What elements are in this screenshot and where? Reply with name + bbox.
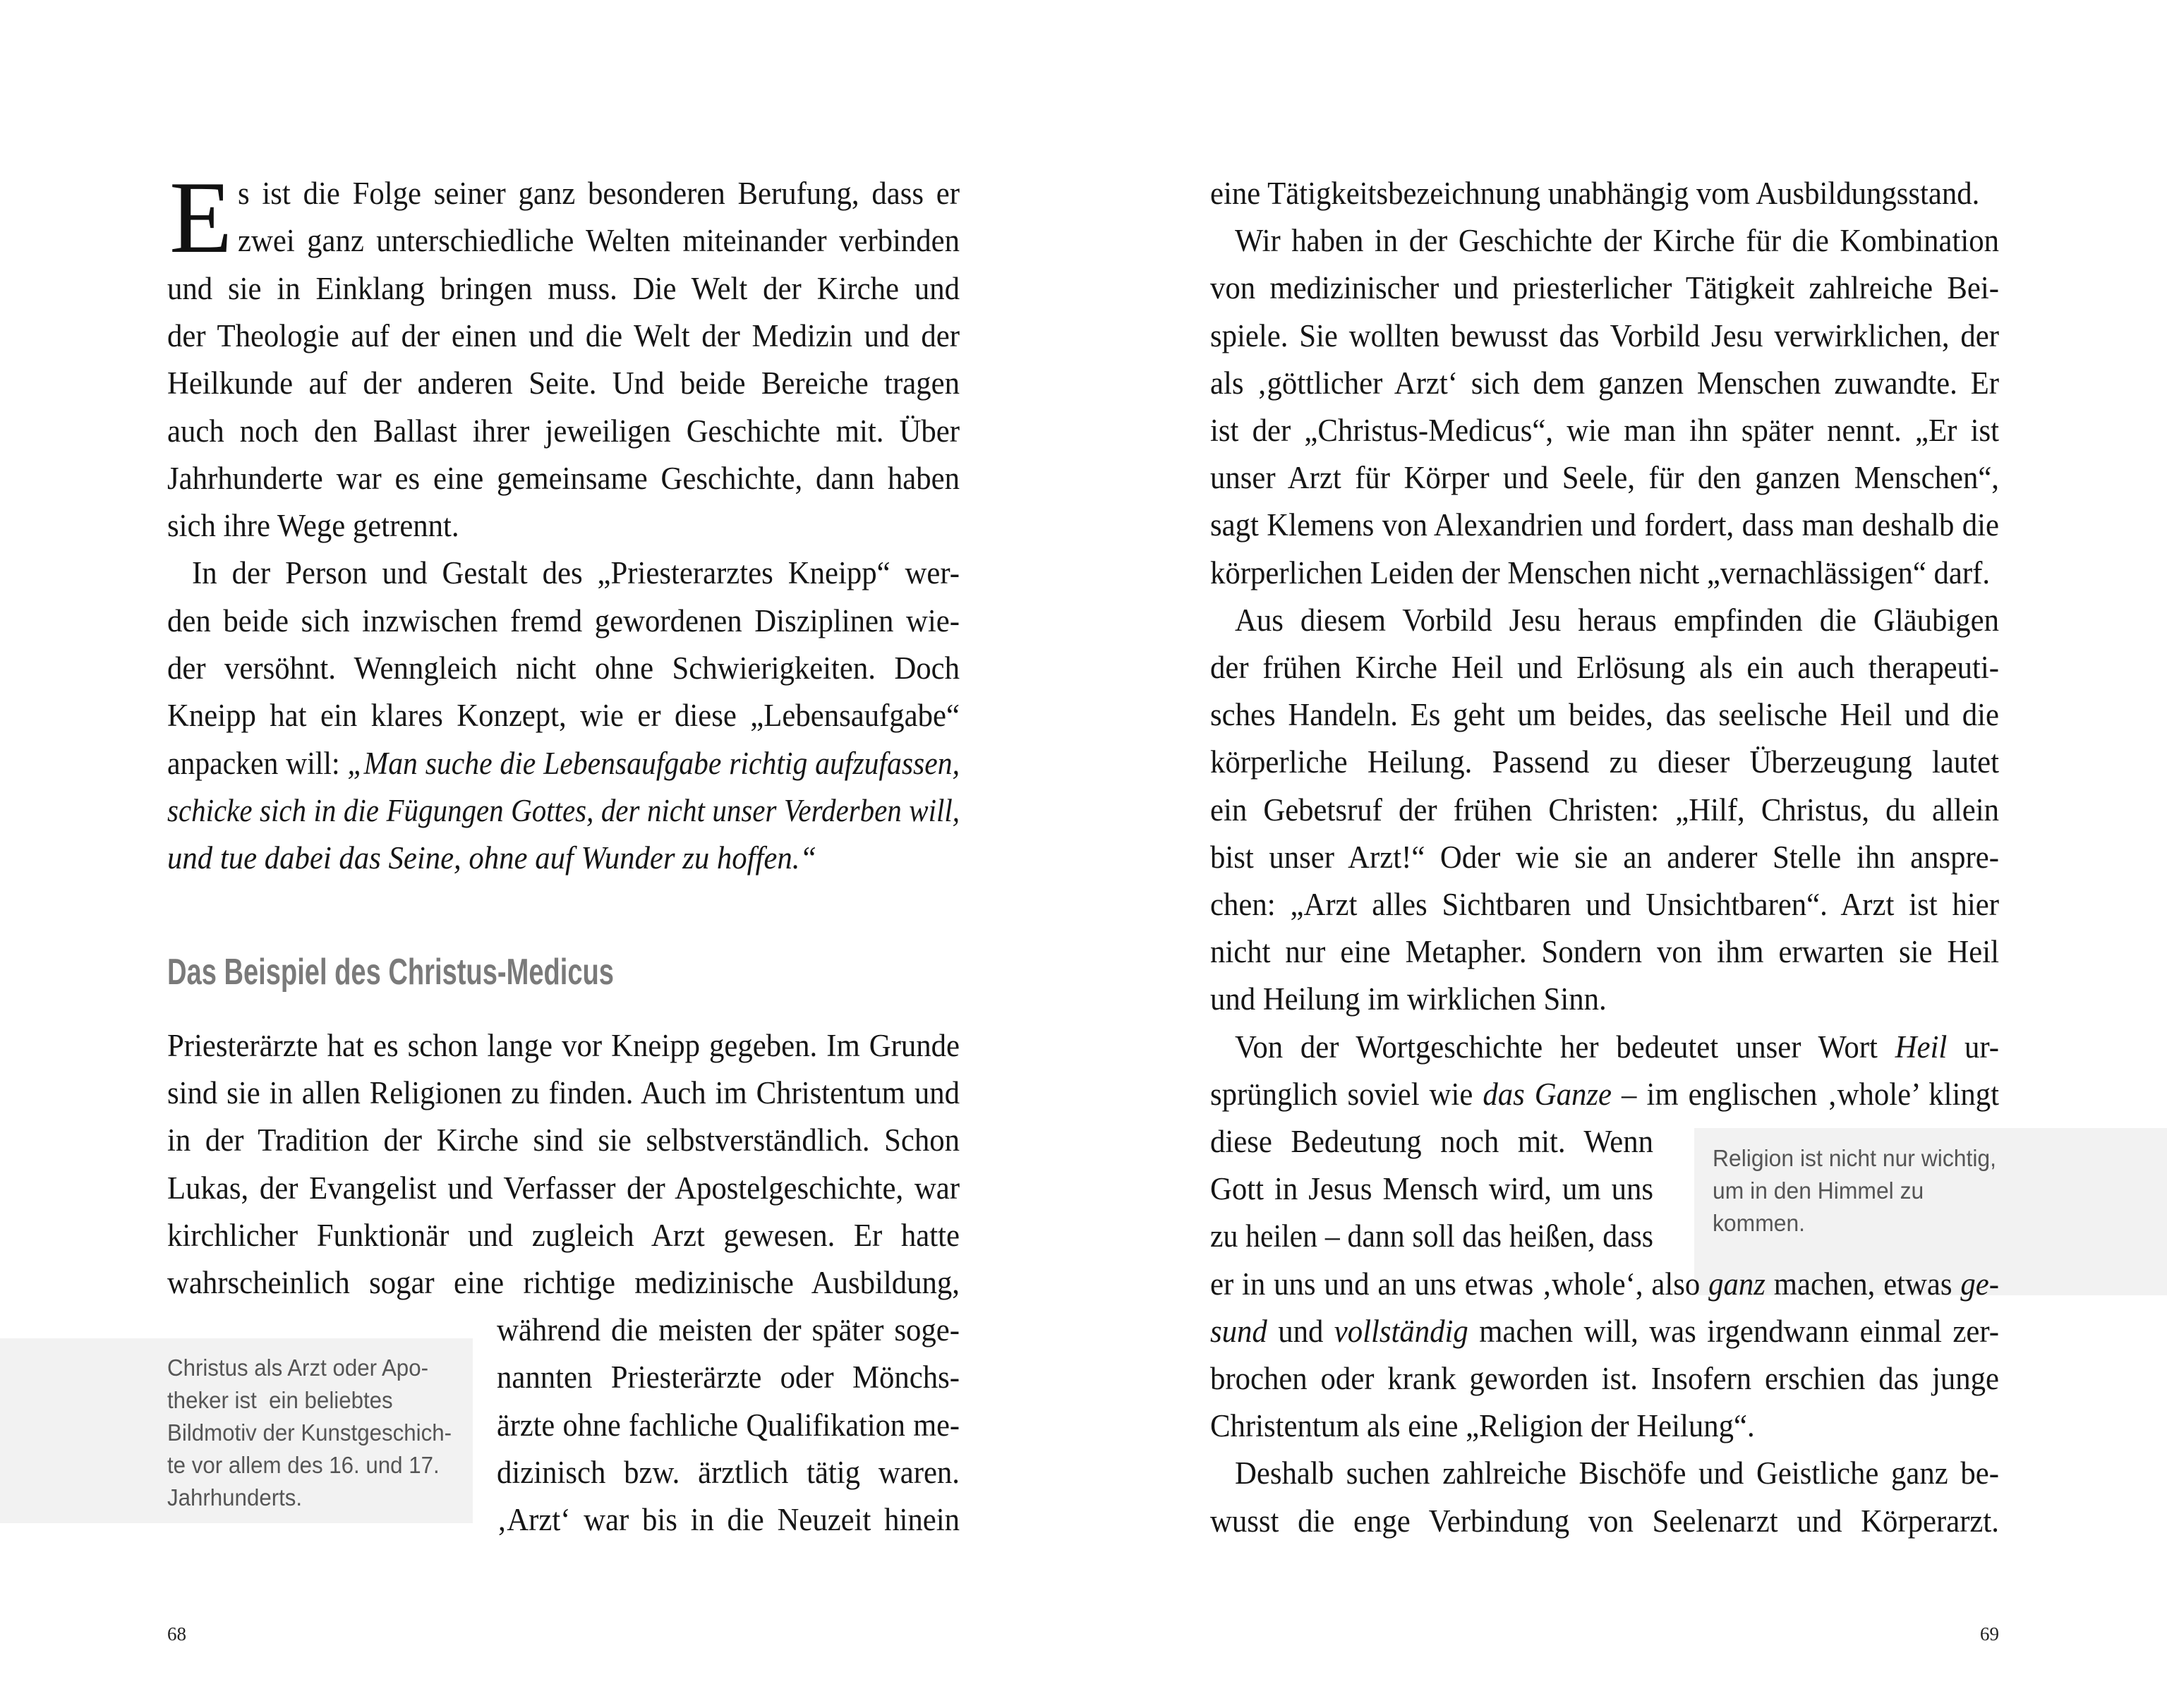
text-segment: Jahrhunderte war es eine gemeinsame Geschichte, dann haben bbox=[167, 461, 960, 496]
italic-text: das Ganze bbox=[1483, 1077, 1612, 1112]
line-text bbox=[1235, 1024, 1999, 1071]
text-segment: Priesterärzte hat es schon lange vor Kneipp gegeben. Im Grunde bbox=[167, 1028, 960, 1063]
italic-text: schicke sich in die Fügungen Gottes, der nicht unser Verderben will, bbox=[167, 793, 960, 828]
text-segment: ein Gebetsruf der frühen Christen: „Hilf, Christus, du allein bbox=[1210, 792, 1999, 828]
text-line bbox=[167, 360, 1001, 407]
line-text bbox=[1210, 1165, 1653, 1213]
text-segment: – im englischen ‚whole’ klingt bbox=[1612, 1077, 1999, 1112]
text-segment: und sie in Einklang bringen muss. Die Welt der Kirche und bbox=[167, 271, 960, 306]
text-line bbox=[167, 265, 1001, 313]
text-segment: nicht nur eine Metapher. Sondern von ihm erwarten sie Heil bbox=[1210, 934, 1999, 969]
text-line bbox=[1210, 1118, 1677, 1165]
line-text bbox=[1210, 928, 1999, 976]
text-line bbox=[497, 1449, 984, 1496]
margin-note-line: te vor allem des 16. und 17. bbox=[167, 1452, 440, 1478]
line-text bbox=[1210, 644, 1999, 691]
text-line bbox=[238, 217, 998, 265]
text-line bbox=[192, 550, 1000, 597]
line-text bbox=[1210, 976, 1607, 1023]
line-text bbox=[497, 1496, 960, 1544]
text-segment: und bbox=[1267, 1314, 1334, 1349]
text-segment: In der Person und Gestalt des „Priesterarztes Kneipp“ wer- bbox=[192, 555, 960, 590]
line-text bbox=[167, 598, 960, 645]
text-segment: sich ihre Wege getrennt. bbox=[167, 508, 459, 543]
text-line bbox=[1210, 170, 2020, 217]
line-text bbox=[1235, 1450, 1999, 1497]
text-segment: wusst die enge Verbindung von Seelenarzt und Körperarzt. bbox=[1210, 1503, 1999, 1539]
text-segment: brochen oder krank geworden ist. Insofern erschien das junge bbox=[1210, 1361, 1999, 1396]
italic-text: vollständig bbox=[1334, 1314, 1468, 1349]
line-text bbox=[1210, 1071, 1999, 1118]
text-segment: als ‚göttlicher Arzt‘ sich dem ganzen Menschen zuwandte. Er bbox=[1210, 365, 1999, 401]
line-text bbox=[167, 1165, 960, 1212]
line-text bbox=[1210, 787, 1999, 834]
line-text bbox=[497, 1354, 960, 1401]
text-line bbox=[1210, 550, 2031, 597]
text-line bbox=[167, 502, 474, 550]
line-text bbox=[497, 1449, 960, 1496]
line-text bbox=[1210, 1355, 1999, 1403]
line-text bbox=[1235, 217, 1999, 265]
line-text bbox=[167, 1117, 960, 1164]
text-segment: ‚Arzt‘ war bis in die Neuzeit hinein bbox=[497, 1502, 960, 1537]
line-text bbox=[167, 1022, 960, 1070]
line-text bbox=[1210, 502, 1999, 549]
text-segment: Deshalb suchen zahlreiche Bischöfe und Geistliche ganz be- bbox=[1235, 1455, 1999, 1491]
text-line bbox=[1210, 787, 2041, 834]
text-line bbox=[1210, 313, 2041, 360]
text-segment: Von der Wortgeschichte her bedeutet unser Wort bbox=[1235, 1029, 1895, 1065]
text-segment: der frühen Kirche Heil und Erlösung als ein auch therapeuti- bbox=[1210, 650, 1999, 685]
text-segment: diese Bedeutung noch mit. Wenn bbox=[1210, 1124, 1653, 1159]
text-segment: sind sie in allen Religionen zu finden. Auch im Christentum und bbox=[167, 1075, 960, 1110]
text-line bbox=[1210, 502, 2041, 549]
text-line bbox=[1210, 928, 2041, 976]
text-segment: s ist die Folge seiner ganz besonderen Berufung, dass er bbox=[238, 176, 960, 211]
text-segment: und Heilung im wirklichen Sinn. bbox=[1210, 981, 1607, 1017]
text-line bbox=[1210, 360, 2041, 407]
text-line bbox=[167, 692, 1001, 739]
text-line bbox=[1210, 739, 2041, 786]
text-segment: Gott in Jesus Mensch wird, um uns bbox=[1210, 1171, 1653, 1206]
text-segment: bist unser Arzt!“ Oder wie sie an anderer Stelle ihn anspre- bbox=[1210, 840, 1999, 875]
text-segment: kirchlicher Funktionär und zugleich Arzt gewesen. Er hatte bbox=[167, 1218, 960, 1253]
text-line bbox=[1210, 1071, 2041, 1118]
text-line bbox=[167, 1165, 1001, 1212]
margin-note-line: Jahrhunderts. bbox=[167, 1484, 303, 1510]
text-segment: ur- bbox=[1947, 1029, 1999, 1065]
text-segment: körperliche Heilung. Passend zu dieser Überzeugung lautet bbox=[1210, 744, 1999, 780]
italic-text: und tue dabei das Seine, ohne auf Wunder zu hoffen.“ bbox=[167, 840, 817, 876]
line-text bbox=[238, 217, 960, 265]
line-text bbox=[1210, 407, 1999, 454]
text-line bbox=[1210, 1213, 1689, 1260]
line-text bbox=[1210, 360, 1999, 407]
text-segment: eine Tätigkeitsbezeichnung unabhängig vom Ausbildungsstand. bbox=[1210, 176, 1980, 211]
text-line bbox=[167, 313, 1001, 360]
text-segment: er in uns und an uns etwas ‚whole‘, also bbox=[1210, 1266, 1709, 1302]
text-line bbox=[1210, 691, 2041, 739]
page-number-right: 69 bbox=[1980, 1623, 1999, 1645]
line-text bbox=[1210, 550, 1990, 597]
line-text bbox=[1210, 1403, 1755, 1450]
text-line bbox=[1210, 1165, 1677, 1213]
text-line bbox=[1210, 407, 2041, 454]
line-text bbox=[167, 740, 960, 787]
text-line bbox=[1210, 1261, 2041, 1308]
italic-text: sund bbox=[1210, 1314, 1267, 1349]
text-segment: Aus diesem Vorbild Jesu heraus empfinden die Gläubigen bbox=[1235, 602, 1999, 638]
line-text bbox=[167, 692, 960, 739]
text-line bbox=[497, 1496, 984, 1544]
text-line bbox=[1210, 1498, 2041, 1545]
text-line bbox=[497, 1307, 984, 1354]
text-segment: zwei ganz unterschiedliche Welten miteinander verbinden bbox=[238, 223, 960, 258]
line-text bbox=[1210, 170, 1979, 217]
text-segment: nannten Priesterärzte oder Mönchs- bbox=[497, 1359, 960, 1395]
line-text bbox=[167, 408, 960, 455]
line-text bbox=[167, 645, 960, 692]
text-line bbox=[167, 1022, 1001, 1070]
line-text bbox=[1210, 1308, 1999, 1355]
text-segment: zu heilen – dann soll das heißen, dass bbox=[1210, 1218, 1653, 1254]
text-line bbox=[167, 455, 1001, 502]
line-text bbox=[497, 1307, 960, 1354]
text-segment: sagt Klemens von Alexandrien und fordert, dass man deshalb die bbox=[1210, 507, 1999, 543]
margin-note-line: Bildmotiv der Kunstgeschich- bbox=[167, 1419, 452, 1446]
line-text bbox=[1210, 1213, 1653, 1260]
text-line bbox=[1210, 644, 2041, 691]
text-line bbox=[167, 835, 851, 882]
text-line bbox=[167, 740, 1023, 787]
text-line bbox=[167, 1259, 1001, 1307]
drop-cap: E bbox=[169, 160, 233, 274]
line-text bbox=[1210, 1498, 1999, 1545]
page-number-left: 68 bbox=[167, 1623, 186, 1645]
text-segment: auch noch den Ballast ihrer jeweiligen Geschichte mit. Über bbox=[167, 413, 960, 449]
text-line bbox=[1210, 265, 2041, 312]
line-text bbox=[1210, 691, 1999, 739]
line-text bbox=[238, 170, 960, 217]
text-line bbox=[167, 598, 1001, 645]
margin-note-line: Religion ist nicht nur wichtig, bbox=[1713, 1145, 1996, 1171]
text-line bbox=[167, 1070, 1001, 1117]
line-text bbox=[167, 787, 960, 835]
text-line bbox=[1210, 1308, 2041, 1355]
line-text bbox=[167, 1070, 960, 1117]
text-segment: chen: „Arzt alles Sichtbaren und Unsichtbaren“. Arzt ist hier bbox=[1210, 887, 1999, 922]
italic-text: ganz bbox=[1708, 1266, 1765, 1302]
text-line bbox=[1210, 1355, 2041, 1403]
line-text bbox=[167, 265, 960, 313]
line-text bbox=[1210, 265, 1999, 312]
text-segment: der versöhnt. Wenngleich nicht ohne Schwierigkeiten. Doch bbox=[167, 650, 960, 686]
text-line bbox=[1235, 597, 2039, 644]
text-line bbox=[1210, 834, 2041, 881]
text-line bbox=[167, 645, 1001, 692]
text-line bbox=[1210, 454, 2041, 502]
line-text bbox=[167, 502, 459, 550]
line-text bbox=[167, 455, 960, 502]
text-segment: Heilkunde auf der anderen Seite. Und beide Bereiche tragen bbox=[167, 365, 960, 401]
text-segment: Lukas, der Evangelist und Verfasser der Apostelgeschichte, war bbox=[167, 1170, 960, 1206]
text-segment: spiele. Sie wollten bewusst das Vorbild Jesu verwirklichen, der bbox=[1210, 318, 1999, 353]
line-text bbox=[167, 1259, 960, 1307]
line-text bbox=[1210, 739, 1999, 786]
text-line bbox=[1235, 217, 2039, 265]
text-segment: den beide sich inzwischen fremd gewordenen Disziplinen wie- bbox=[167, 603, 960, 638]
text-line bbox=[238, 170, 998, 217]
text-segment: machen will, was irgendwann einmal zer- bbox=[1468, 1314, 1999, 1349]
line-text bbox=[1210, 1261, 1999, 1308]
text-line bbox=[167, 787, 1038, 835]
text-line bbox=[167, 1212, 1001, 1259]
text-line bbox=[167, 408, 1001, 455]
text-segment: der Theologie auf der einen und die Welt der Medizin und der bbox=[167, 318, 960, 353]
italic-text: Heil bbox=[1895, 1029, 1948, 1065]
text-line bbox=[1210, 1403, 1783, 1450]
text-segment: Christentum als eine „Religion der Heilung“. bbox=[1210, 1408, 1755, 1443]
margin-note-line: kommen. bbox=[1713, 1210, 1806, 1236]
line-text bbox=[167, 835, 816, 882]
text-segment: wahrscheinlich sogar eine richtige medizinische Ausbildung, bbox=[167, 1265, 960, 1300]
text-segment: während die meisten der später soge- bbox=[497, 1312, 960, 1347]
text-segment: von medizinischer und priesterlicher Tätigkeit zahlreiche Bei- bbox=[1210, 270, 1999, 305]
margin-note-left bbox=[0, 1338, 473, 1523]
section-heading: Das Beispiel des Christus-Medicus bbox=[167, 952, 614, 993]
margin-note-line: Christus als Arzt oder Apo- bbox=[167, 1355, 428, 1381]
line-text bbox=[497, 1402, 960, 1449]
text-segment: machen, etwas bbox=[1765, 1266, 1961, 1302]
text-segment: anpacken will: bbox=[167, 746, 348, 781]
line-text bbox=[192, 550, 960, 597]
text-line bbox=[497, 1402, 989, 1449]
text-segment: körperlichen Leiden der Menschen nicht „vernachlässigen“ darf. bbox=[1210, 555, 1991, 590]
text-segment: in der Tradition der Kirche sind sie selbstverständlich. Schon bbox=[167, 1122, 960, 1158]
line-text bbox=[1235, 597, 1999, 644]
line-text bbox=[1210, 313, 1999, 360]
text-segment: Wir haben in der Geschichte der Kirche für die Kombination bbox=[1235, 223, 1999, 258]
text-line bbox=[1210, 881, 2041, 928]
text-segment: sprünglich soviel wie bbox=[1210, 1077, 1483, 1112]
line-text bbox=[1210, 454, 1999, 502]
margin-note-line: um in den Himmel zu bbox=[1713, 1177, 1924, 1204]
line-text bbox=[167, 360, 960, 407]
text-segment: unser Arzt für Körper und Seele, für den ganzen Menschen“, bbox=[1210, 460, 1999, 495]
text-line bbox=[167, 1117, 1001, 1164]
italic-text: ge- bbox=[1960, 1266, 1999, 1302]
text-segment: ist der „Christus-Medicus“, wie man ihn später nennt. „Er ist bbox=[1210, 413, 1999, 448]
text-segment: Kneipp hat ein klares Konzept, wie er diese „Lebensaufgabe“ bbox=[167, 698, 960, 733]
line-text bbox=[1210, 1118, 1653, 1165]
text-line bbox=[497, 1354, 984, 1401]
line-text bbox=[167, 313, 960, 360]
text-segment: ärzte ohne fachliche Qualifikation me- bbox=[497, 1407, 960, 1443]
line-text bbox=[1210, 881, 1999, 928]
line-text bbox=[167, 1212, 960, 1259]
text-line bbox=[1235, 1450, 2039, 1497]
margin-note-line: theker ist ein beliebtes bbox=[167, 1387, 393, 1413]
text-segment: sches Handeln. Es geht um beides, das seelische Heil und die bbox=[1210, 697, 1999, 732]
text-segment: dizinisch bzw. ärztlich tätig waren. bbox=[497, 1455, 960, 1490]
line-text bbox=[1210, 834, 1999, 881]
text-line bbox=[1210, 976, 1627, 1023]
text-line bbox=[1235, 1024, 2039, 1071]
italic-text: „Man suche die Lebensaufgabe richtig aufzufassen, bbox=[347, 746, 960, 781]
